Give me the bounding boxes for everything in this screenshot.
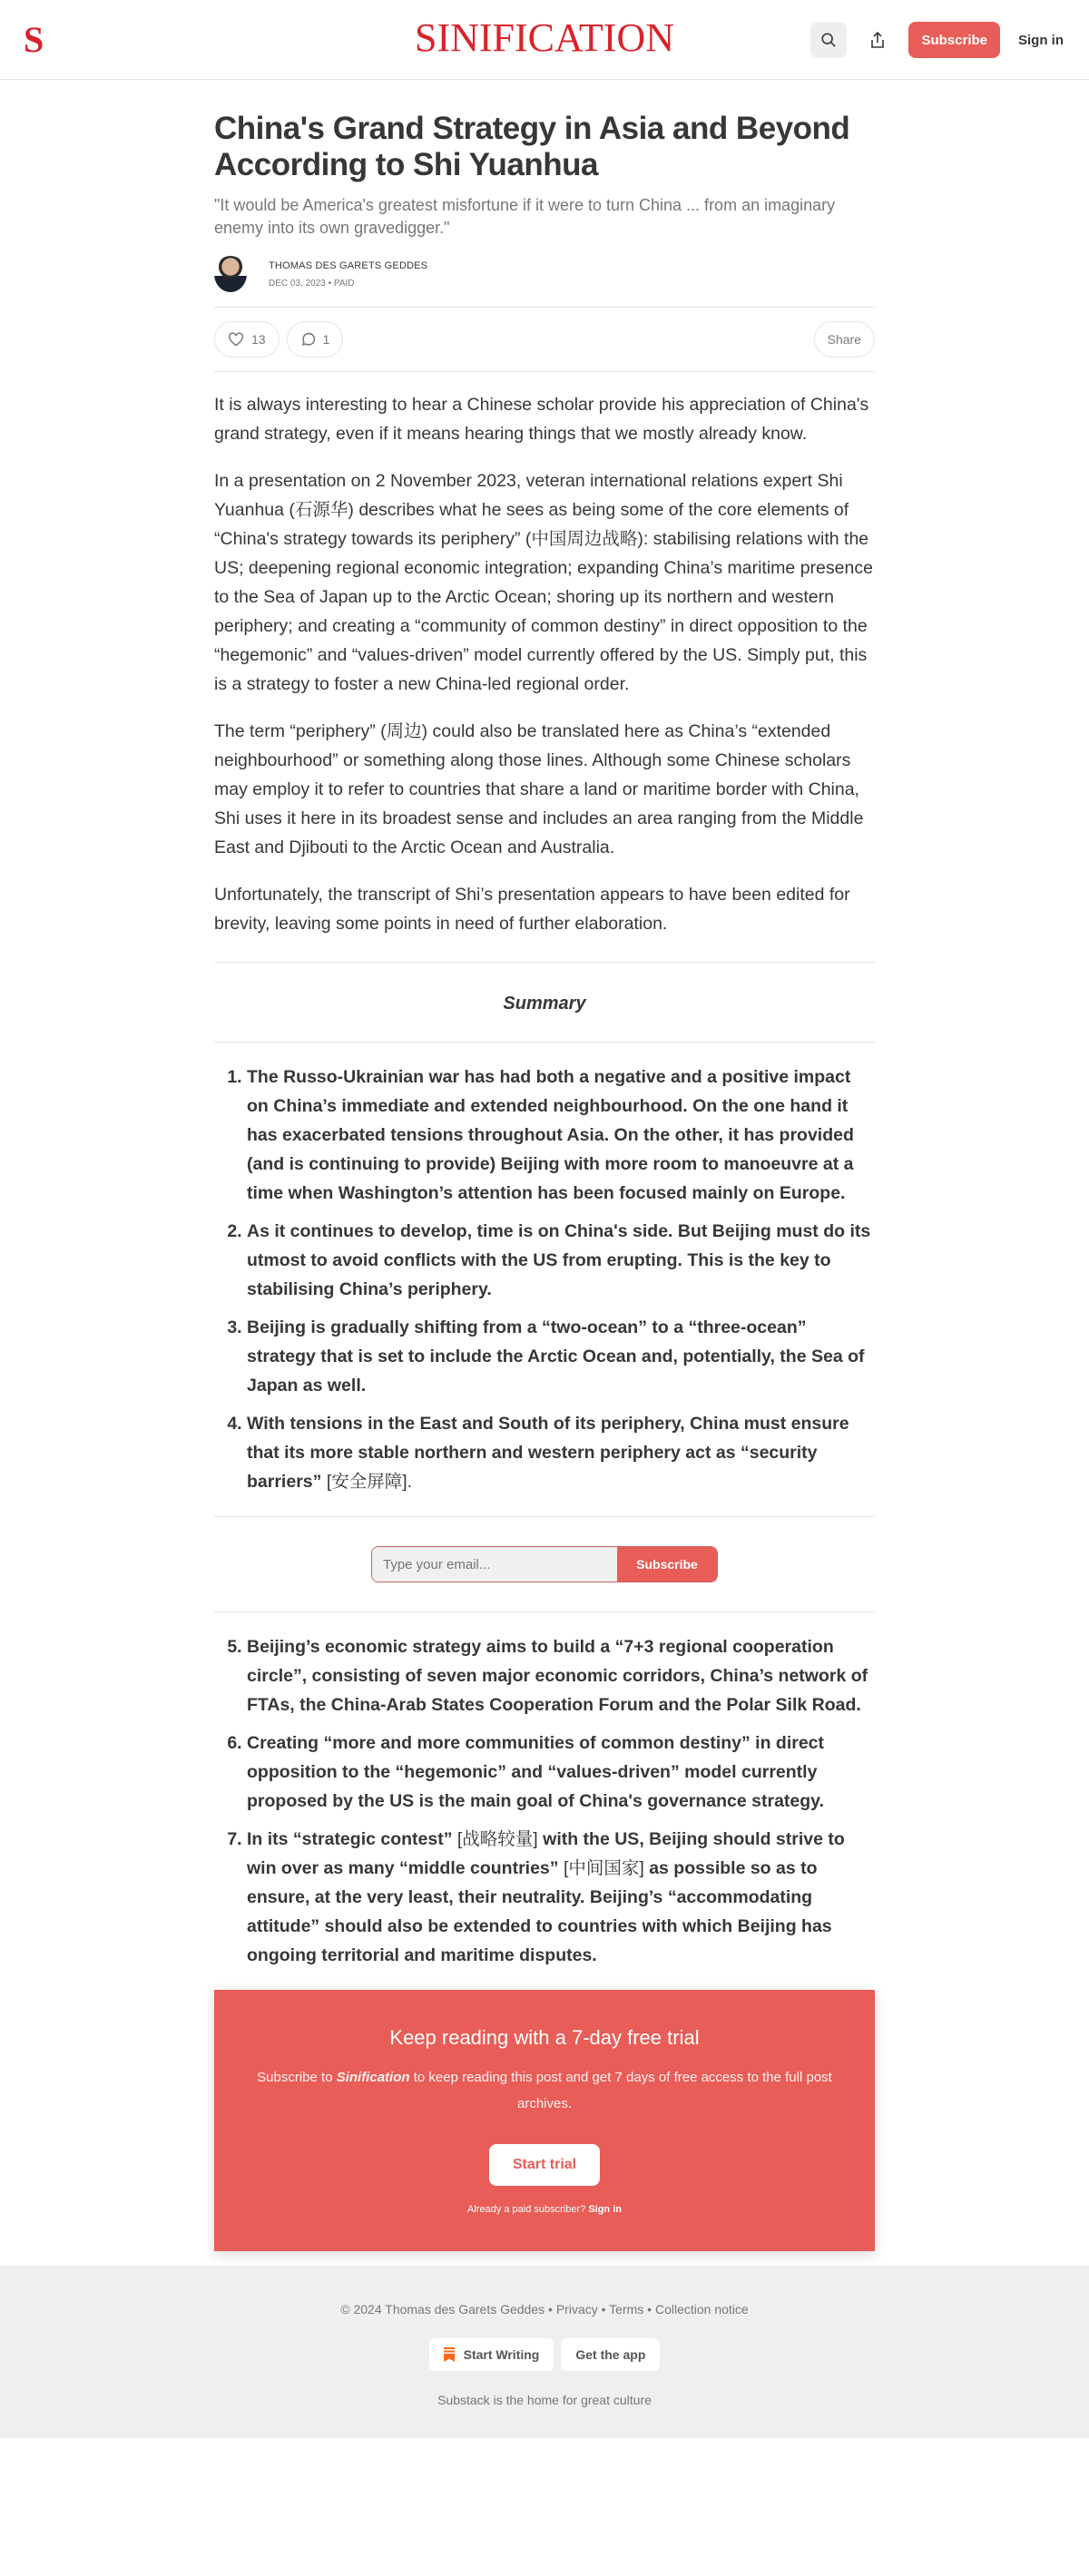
substack-icon: [444, 2347, 455, 2362]
terms-link[interactable]: Terms: [609, 2302, 644, 2316]
subscribe-button[interactable]: Subscribe: [617, 1547, 717, 1582]
share-post-button[interactable]: Share: [814, 321, 875, 358]
summary-heading: Summary: [503, 994, 586, 1014]
post-subtitle: "It would be America's greatest misfortune if it were to turn China ... from an imaginary enemy into its own gravedigger.": [214, 196, 836, 237]
footer-tagline: is the home for great culture: [489, 2393, 652, 2407]
heart-icon: [228, 332, 244, 347]
already-subscriber-text: Already a paid subscriber?: [467, 2204, 589, 2215]
summary-item: 5. Beijing’s economic strategy aims to build a “7+3 regional cooperation circle”, consisting of seven major economic corridors, China’s network of FTAs, the China-Arab States Cooperation Forum and the Polar Silk Road.: [247, 1632, 875, 1719]
header-subscribe-button[interactable]: Subscribe: [908, 22, 1000, 58]
paragraph: It is always interesting to hear a Chinese scholar provide his appreciation of China's grand strategy, even if it means hearing things that we mostly already know.: [214, 395, 869, 444]
substack-link[interactable]: Substack: [437, 2393, 490, 2407]
paywall-title: Keep reading with a 7-day free trial: [389, 2026, 700, 2049]
summary-text: With tensions in the East and South of its periphery, China must ensure that its more stable northern and western periphery act as “security barriers”: [247, 1414, 849, 1492]
access-badge: PAID: [333, 278, 355, 289]
subscribe-form: [214, 1517, 875, 1611]
chinese-term: [安全屏障].: [326, 1472, 413, 1492]
divider: [214, 371, 875, 372]
start-trial-button[interactable]: Start trial: [489, 2144, 600, 2186]
publication-logo[interactable]: S: [24, 19, 44, 60]
summary-text: as possible so as to ensure, at the very least, their neutrality. Beijing’s “accommodating attitude” should also be extended to countries with which Beijing has ongoing territorial and maritime disputes.: [247, 1858, 832, 1965]
like-button[interactable]: [214, 321, 280, 358]
paywall-text-pre: Subscribe to: [257, 2070, 337, 2085]
comment-button[interactable]: [287, 321, 344, 358]
summary-item: 2. As it continues to develop, time is on China's side. But Beijing must do its utmost to avoid conflicts with the US from erupting. This is the key to stabilising China’s periphery.: [247, 1217, 875, 1304]
summary-item: [247, 1825, 875, 1970]
email-input[interactable]: [372, 1547, 617, 1582]
post-column: [214, 111, 875, 2251]
search-button[interactable]: [810, 22, 847, 58]
paywall-text-post: to keep reading this post and get 7 days of free access to the full post archives.: [409, 2070, 832, 2111]
like-count: 13: [251, 332, 266, 347]
divider: [214, 1611, 875, 1612]
paywall-sign-in-link[interactable]: Sign in: [588, 2204, 622, 2215]
summary-list-continued: [214, 1632, 875, 1970]
paywall-card: [214, 1990, 875, 2251]
author-name[interactable]: THOMAS DES GARETS GEDDES: [269, 260, 428, 271]
summary-item: 1. The Russo-Ukrainian war has had both a negative and a positive impact on China’s immediate and extended neighbourhood. On the one hand it has exacerbated tensions throughout Asia. On the other, it has provided (and is continuing to provide) Beijing with more room to manoeuvre at a time when Washington’s attention has been focused mainly on Europe.: [247, 1063, 875, 1208]
share-icon: [869, 31, 886, 49]
sign-in-link[interactable]: Sign in: [1018, 32, 1064, 48]
comment-icon: [300, 332, 316, 348]
privacy-link[interactable]: Privacy: [555, 2302, 598, 2316]
summary-list: [214, 1063, 875, 1496]
paragraph: In a presentation on 2 November 2023, veteran international relations expert Shi Yuanhua (石源华) describes what he sees as being some of the core elements of “China's strategy towards its periphery” (中国周边战略): stabilising relations with the US; deepening regional economic integration; expanding China’s maritime presence to the Sea of Japan up to the Arctic Ocean; shoring up its northern and western periphery; and creating a “community of common destiny” in direct opposition to the “hegemonic” and “values-driven” model currently offered by the US. Simply put, this is a strategy to foster a new China-led regional order.: [214, 471, 873, 694]
start-writing-label: Start Writing: [463, 2347, 540, 2362]
chinese-term: [战略较量]: [456, 1829, 538, 1849]
search-icon: [820, 32, 837, 48]
get-app-button[interactable]: Get the app: [561, 2338, 660, 2371]
site-footer: © 2024 Thomas des Garets Geddes • Privacy • Terms • Collection notice Start Writing Get the app Substack is the home for great culture: [0, 2266, 1089, 2438]
paywall-text: [250, 2064, 839, 2117]
post-body: [214, 390, 875, 938]
start-writing-button[interactable]: [429, 2338, 554, 2371]
summary-text: with the US, Beijing should strive to win over as many “middle countries”: [247, 1829, 845, 1878]
publication-name: Sinification: [336, 2070, 410, 2085]
divider: [214, 1042, 875, 1043]
publication-wordmark[interactable]: SINIFICATION: [415, 15, 674, 60]
author-avatar[interactable]: [214, 256, 247, 292]
summary-item: 6. Creating “more and more communities of common destiny” in direct opposition to the “hegemonic” and “values-driven” model currently proposed by the US is the main goal of China's governance strategy.: [247, 1729, 875, 1816]
paragraph: Unfortunately, the transcript of Shi’s presentation appears to have been edited for brevity, leaving some points in need of further elaboration.: [214, 885, 850, 934]
paragraph: The term “periphery” (周边) could also be translated here as China’s “extended neighbourhood” or something along those lines. Although some Chinese scholars may employ it to refer to countries that share a land or maritime border with China, Shi uses it here in its broadest sense and includes an area ranging from the Middle East and Djibouti to the Arctic Ocean and Australia.: [214, 721, 864, 857]
site-header: [0, 0, 1089, 80]
share-button[interactable]: [859, 22, 896, 58]
collection-notice-link[interactable]: Collection notice: [654, 2302, 749, 2316]
copyright: © 2024 Thomas des Garets Geddes: [340, 2302, 545, 2316]
post-date: DEC 03, 2023: [269, 278, 326, 289]
summary-text: In its “strategic contest”: [247, 1829, 457, 1849]
chinese-term: [中间国家]: [563, 1858, 644, 1878]
comment-count: 1: [322, 332, 330, 347]
post-title: China's Grand Strategy in Asia and Beyond According to Shi Yuanhua: [214, 111, 850, 182]
summary-item: [247, 1409, 875, 1496]
author-row: THOMAS DES GARETS GEDDES DEC 03, 2023 • PAID: [214, 254, 875, 294]
summary-item: 3. Beijing is gradually shifting from a “two-ocean” to a “three-ocean” strategy that is set to include the Arctic Ocean and, potentially, the Sea of Japan as well.: [247, 1313, 875, 1400]
